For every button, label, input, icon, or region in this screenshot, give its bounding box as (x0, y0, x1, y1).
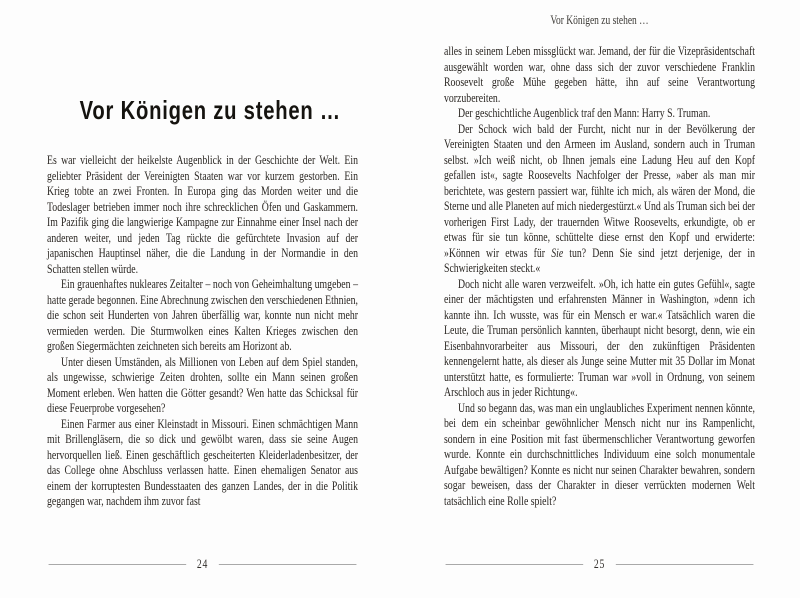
paragraph (444, 401, 755, 510)
text-run: alles in seinem Leben missglückt war. Jemand, der für die Vizepräsidentschaft ausgewählt worden war, ohne dass sich der zuvor verschiedene Franklin Roosevelt große Mühe gegeben hätte, ihn auf seine Verantwortung vorzubereiten. (444, 44, 755, 105)
paragraph (47, 355, 358, 417)
text-run: Doch nicht alle waren verzweifelt. »Oh, ich hatte ein gutes Gefühl«, sagte einer der mächtigsten und erfahrensten Männer in Washington, »denn ich kannte ihn. Ich wusste, was für ein Mensch er war.« Tatsächlich waren die Leute, die Truman persönlich kannten, überhaupt nicht besorgt, denn, wie ein Eisenbahnvorarbeiter aus Missouri, der den zukünftigen Präsidenten kennengelernt hatte, als dieser als Junge seine Mutter mit 35 Dollar im Monat unterstützt hatte, es formulierte: Truman war »voll in Ordnung, von seinem Arschloch aus in jeder Richtung«. (444, 276, 755, 399)
text-run: Einen Farmer aus einer Kleinstadt in Missouri. Einen schmächtigen Mann mit Brillengläsern, die so dick und gewölbt waren, dass sie seine Augen hervorquellen ließ. Einen geschäftlich gescheiterten Kleiderladenbesitzer, der das College ohne Abschluss verlassen hatte. Einen ehemaligen Senator aus einem der korruptesten Bundesstaaten des ganzen Landes, der in die Politik gegangen war, nachdem ihm zuvor fast (47, 416, 359, 508)
paragraph (47, 277, 358, 355)
page-number-right: 25 (593, 557, 606, 571)
left-page-body (47, 153, 358, 510)
right-page-footer (446, 557, 754, 572)
text-run: tun? Denn Sie sind jetzt derjenige, der in Schwierigkeiten steckt.« (444, 245, 755, 275)
footer-rule-right (616, 564, 753, 565)
footer-rule-right (219, 564, 356, 565)
text-run: Der Schock wich bald der Furcht, nicht nur in der Bevölkerung der Vereinigten Staaten und den Armeen im Ausland, sondern auch in Truman selbst. »Ich weiß nicht, ob Ihnen jemals eine Ladung Heu auf den Kopf gefallen ist«, sagte Roosevelts Nachfolger der Presse, »aber als man mir berichtete, was gestern passiert war, fühlte ich mich, als wären der Mond, die Sterne und alle Planeten auf mich niedergestürzt.« Und als Truman sich bei der vorherigen First Lady, der trauernden Witwe Roosevelts, erkundigte, ob er etwas für sie tun könne, schüttelte diese ernst den Kopf und erwiderte: »Können wir etwas für (444, 121, 755, 260)
paragraph (47, 417, 358, 510)
left-page-footer (49, 557, 357, 572)
right-page-body (444, 44, 755, 509)
footer-rule-left (446, 564, 583, 565)
running-head: Vor Königen zu stehen … (550, 13, 649, 27)
chapter-title: Vor Königen zu stehen … (79, 95, 341, 125)
paragraph (444, 44, 755, 106)
text-run: Ein grauenhaftes nukleares Zeitalter – noch von Geheimhaltung umgeben – hatte gerade begonnen. Eine Abrechnung zwischen den verschiedenen Ethnien, die schon seit Hunderten von Jahren überfällig war, konnte nun nicht mehr vermieden werden. Die Sturmwolken eines Kalten Krieges zwischen den großen Siegermächten zeichneten sich bereits am Horizont ab. (47, 277, 359, 353)
page-number-left: 24 (196, 557, 209, 571)
paragraph (444, 277, 755, 401)
paragraph (444, 106, 755, 122)
text-run: Es war vielleicht der heikelste Augenblick in der Geschichte der Welt. Ein geliebter Präsident der Vereinigten Staaten war vor kurzem gestorben. Ein Krieg tobte an zwei Fronten. In Europa ging das Morden weiter und die Todeslager betrieben immer noch ihre schrecklichen Öfen und Gaskammern. Im Pazifik ging die langwierige Kampagne zur Einnahme einer Insel nach der anderen weiter, und jeden Tag rückte die gefürchtete Invasion auf der japanischen Hauptinsel näher, die die Landung in der Normandie in den Schatten stellen würde. (47, 153, 358, 276)
text-run: Unter diesen Umständen, als Millionen von Leben auf dem Spiel standen, als ungewisse, schwierige Zeiten drohten, sollte ein Mann seinen großen Moment erleben. Wen hatten die Götter gesandt? Wen hatte das Schicksal für diese Feuerprobe vorgesehen? (47, 354, 359, 415)
paragraph (47, 153, 358, 277)
left-page (47, 0, 358, 598)
right-page (444, 0, 755, 598)
text-run: Und so begann das, was man ein unglaubliches Experiment nennen könnte, bei dem ein scheinbar gewöhnlicher Mensch nicht nur ins Rampenlicht, sondern in eine Position mit fast übermenschlicher Verantwortung geworfen wurde. Konnte ein durchschnittliches Individuum eine solch monumentale Aufgabe bewältigen? Konnte es nicht nur seinen Charakter bewahren, sondern sogar beweisen, dass der Charakter in dieser verrückten modernen Welt tatsächlich eine Rolle spielt? (444, 400, 755, 508)
emphasized-text: Sie (551, 245, 564, 260)
footer-rule-left (49, 564, 186, 565)
text-run: Der geschichtliche Augenblick traf den Mann: Harry S. Truman. (457, 106, 711, 120)
paragraph (444, 122, 755, 277)
